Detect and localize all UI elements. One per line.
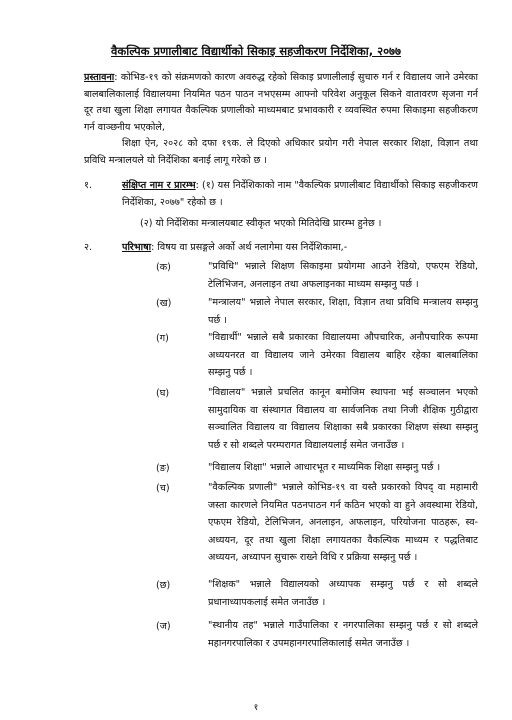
- definition-label: (घ): [156, 388, 170, 399]
- section-1-number: १.: [84, 180, 93, 191]
- definition-text: "विद्यार्थी" भन्नाले सबै प्रकारका विद्यालयमा औपचारिक, अनौपचारिक रूपमा अध्ययनरत वा विद्यालय जाने उमेरका विद्यालय बाहिर रहेका बालबालिका सम्झनु पर्छ ।: [208, 332, 478, 378]
- section-2-heading: परिभाषा: [122, 242, 152, 253]
- definition-text: "स्थानीय तह" भन्नाले गाउँपालिका र नगरपालिका सम्झनु पर्छ र सो शब्दले महानगरपालिका र उपमहानगरपालिकालाई समेत जनाउँछ ।: [208, 620, 478, 649]
- definition-label: (ग): [156, 333, 169, 344]
- definition-label: (क): [156, 262, 171, 273]
- definition-label: (ज): [156, 621, 171, 632]
- section-2-intro: [122, 240, 478, 257]
- definition-label: (च): [156, 483, 170, 494]
- definition-text: "मन्त्रालय" भन्नाले नेपाल सरकार, शिक्षा, विज्ञान तथा प्रविधि मन्त्रालय सम्झनु पर्छ ।: [208, 297, 478, 326]
- section-2-number: २.: [84, 242, 93, 253]
- section-1-heading: संक्षिप्त नाम र प्रारम्भ: [122, 180, 196, 191]
- section-1-clause-1: [122, 178, 478, 211]
- section-2-intro-text: : विषय वा प्रसङ्गले अर्को अर्थ नलागेमा यस निर्देशिकामा,-: [151, 242, 348, 253]
- preamble-text: : कोभिड-१९ को संक्रमणको कारण अवरुद्ध रहेको सिकाइ प्रणालीलाई सुचारु गर्न र विद्यालय जाने उमेरका बालबालिकालाई विद्यालयमा नियमित पठन पाठन नभएसम्म आफ्नो परिवेश अनुकूल सिकने वातावरण सृजना गर्न दूर तथा खुला शिक्षा लगायत वैकल्पिक प्रणालीको माध्यमबाट प्रभावकारी र व्यवस्थित रुपमा सिकाइमा सहजीकरण गर्न वाञ्छनीय भएकोले,: [84, 72, 478, 133]
- preamble-heading: प्रस्तावना: [84, 72, 115, 83]
- definition-label: (ङ): [156, 463, 170, 474]
- definition-label: (छ): [156, 580, 171, 591]
- definition-text: "विद्यालय" भन्नाले प्रचलित कानून बमोजिम स्थापना भई सञ्चालन भएको सामुदायिक वा संस्थागत विद्यालय वा सार्वजनिक तथा निजी शैक्षिक गुठीद्वारा सञ्चालित विद्यालय वा विद्यालय शिक्षाका सबै प्रकारका शिक्षण संस्था सम्झनु पर्छ र सो शब्दले परम्परागत विद्यालयलाई समेत जनाउँछ ।: [208, 387, 478, 451]
- page-number: १: [253, 703, 259, 713]
- definition-text: "विद्यालय शिक्षा" भन्नाले आधारभूत र माध्यमिक शिक्षा सम्झनु पर्छ ।: [208, 462, 441, 473]
- section-1-clause-2: (२) यो निर्देशिका मन्त्रालयबाट स्वीकृत भएको मितिदेखि प्रारम्भ हुनेछ ।: [140, 218, 382, 229]
- section-1-sub1: : (१) यस निर्देशिकाको नाम "वैकल्पिक प्रणालीबाट विद्यार्थीको सिकाइ सहजीकरण निर्देशिका, २०७७" रहेको छ ।: [122, 180, 478, 208]
- authority-paragraph: शिक्षा ऐन, २०२८ को दफा १९क. ले दिएको अधिकार प्रयोग गरी नेपाल सरकार शिक्षा, विज्ञान तथा प्रविधि मन्त्रालयले यो निर्देशिका बनाई लागू गरेको छ ।: [84, 138, 478, 166]
- document-title: वैकल्पिक प्रणालीबाट विद्यार्थीको सिकाइ सहजीकरण निर्देशिका, २०७७: [110, 44, 402, 58]
- definition-text: "वैकल्पिक प्रणाली" भन्नाले कोभिड-१९ वा यस्तै प्रकारको विपद् वा महामारी जस्ता कारणले नियमित पठनपाठन गर्न कठिन भएको वा हुने अवस्थामा रेडियो, एफएम रेडियो, टेलिभिजन, अनलाइन, अफलाइन, परियोजना पाठहरू, स्व-अध्ययन, दूर तथा खुला शिक्षा लगायतका वैकल्पिक माध्यम र पद्धतिबाट अध्ययन, अध्यापन सुचारू राख्ने विधि र प्रक्रिया सम्झनु पर्छ ।: [208, 482, 478, 563]
- definition-text: "प्रविधि" भन्नाले शिक्षण सिकाइमा प्रयोगमा आउने रेडियो, एफएम रेडियो, टेलिभिजन, अनलाइन तथा अफलाइनका माध्यम सम्झनु पर्छ ।: [208, 261, 478, 290]
- preamble: [84, 70, 478, 136]
- definition-label: (ख): [156, 298, 172, 309]
- definition-text: "शिक्षक" भन्नाले विद्यालयको अध्यापक सम्झनु पर्छ र सो शब्दले प्रधानाध्यापकलाई समेत जनाउँछ ।: [208, 579, 478, 608]
